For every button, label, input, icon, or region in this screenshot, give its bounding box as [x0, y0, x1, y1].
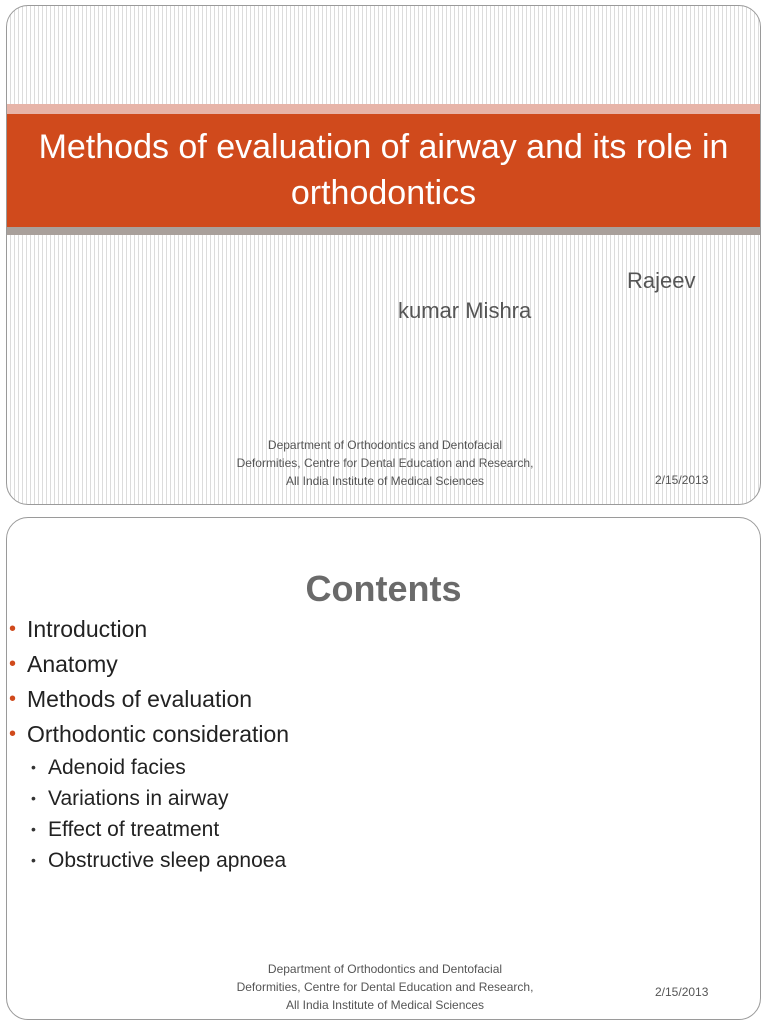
list-item: [7, 682, 289, 717]
title-band-top-stripe: [7, 104, 760, 114]
list-item: [7, 612, 289, 647]
sub-list-item: [7, 783, 289, 814]
sub-bullet-icon: •: [31, 821, 36, 837]
bullet-icon: •: [9, 618, 17, 640]
sub-list-item-label: Effect of treatment: [48, 818, 220, 841]
footer-department: Department of Orthodontics and Dentofacial Deformities, Centre for Dental Education and Research, All India Institute of Medical Sciences: [236, 438, 534, 488]
bullet-icon: •: [9, 723, 17, 745]
author-name-line1: Rajeev: [627, 268, 696, 293]
contents-title: Contents: [305, 568, 462, 609]
sub-list-item: [7, 752, 289, 783]
list-item: [7, 717, 289, 752]
sub-bullet-icon: •: [31, 852, 36, 868]
contents-slide: [6, 517, 761, 1020]
list-item-label: Methods of evaluation: [27, 686, 253, 712]
list-item-label: Introduction: [27, 616, 148, 642]
sub-list-item-label: Obstructive sleep apnoea: [48, 849, 287, 872]
presentation-title: Methods of evaluation of airway and its role in orthodontics: [38, 128, 729, 212]
sub-list-item-label: Adenoid facies: [48, 756, 186, 779]
author-name-line2: kumar Mishra: [398, 298, 532, 323]
list-item: [7, 647, 289, 682]
sub-list-item: [7, 845, 289, 876]
contents-list: [7, 612, 289, 876]
sub-bullet-icon: •: [31, 790, 36, 806]
list-item-label: Orthodontic consideration: [27, 721, 290, 747]
title-slide: [6, 5, 761, 505]
sub-list-item-label: Variations in airway: [48, 787, 229, 810]
footer-date: 2/15/2013: [655, 985, 709, 999]
sub-list-item: [7, 814, 289, 845]
footer-department: Department of Orthodontics and Dentofacial Deformities, Centre for Dental Education and Research, All India Institute of Medical Sciences: [236, 962, 534, 1012]
sub-bullet-icon: •: [31, 759, 36, 775]
bullet-icon: •: [9, 688, 17, 710]
bullet-icon: •: [9, 653, 17, 675]
footer-date: 2/15/2013: [655, 473, 709, 487]
list-item-label: Anatomy: [27, 651, 118, 677]
title-band-bottom-stripe: [7, 227, 760, 235]
